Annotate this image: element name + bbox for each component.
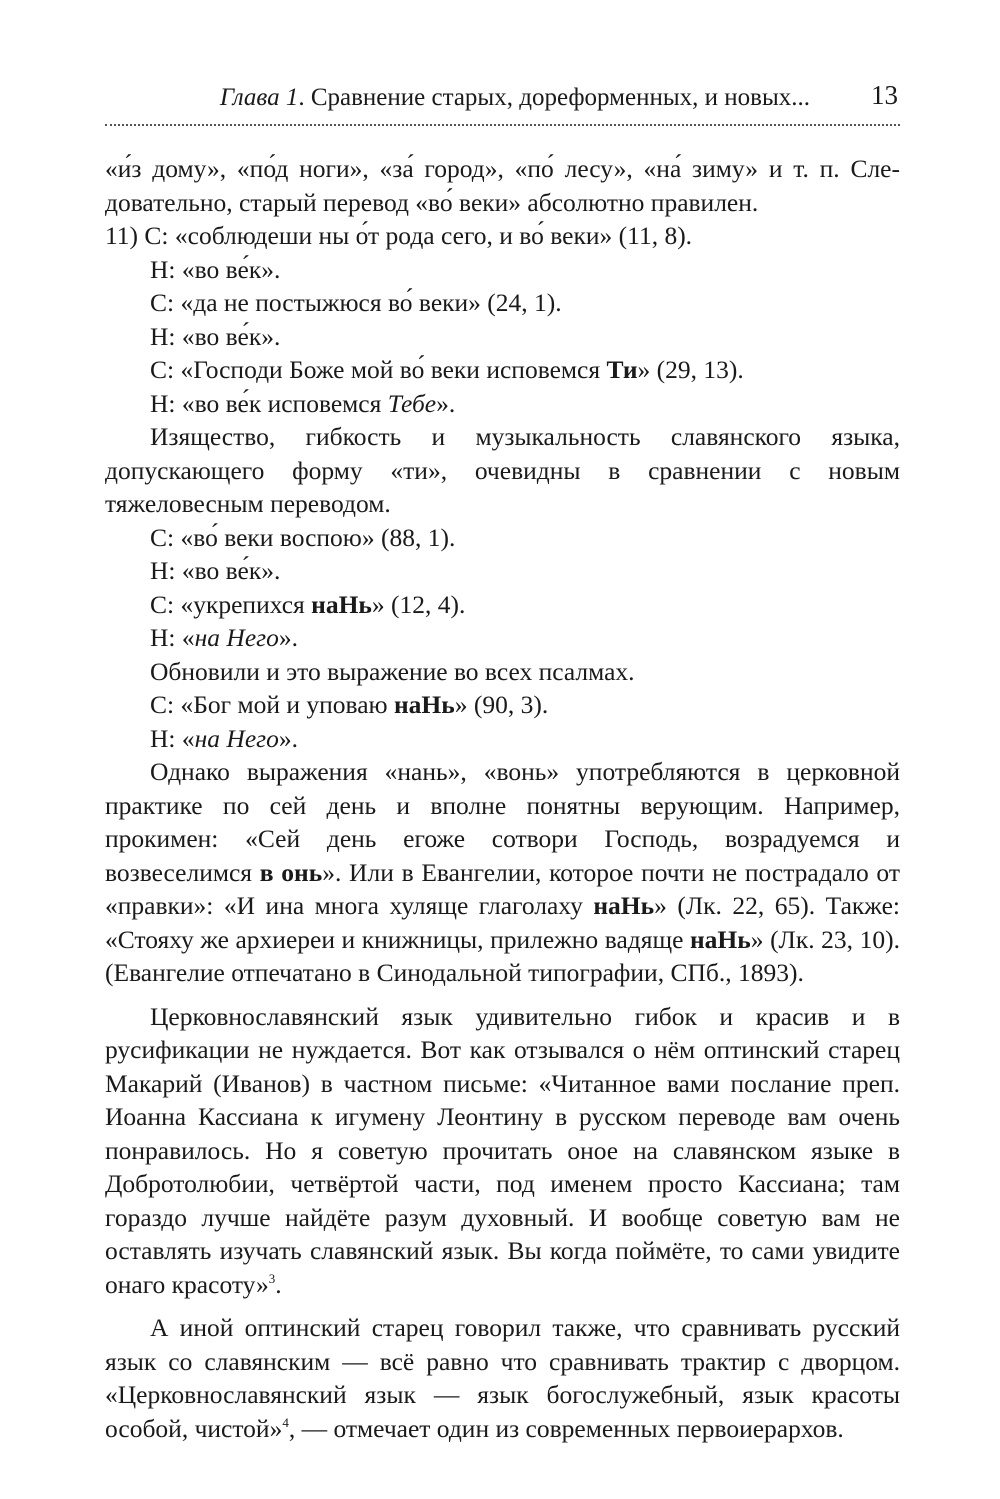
bold-word: наНь xyxy=(689,924,751,954)
bold-word: в онь xyxy=(259,857,323,887)
text-run: » (29, 13). xyxy=(637,355,744,384)
bold-word: наНь xyxy=(593,891,655,920)
example-11: 11) С: «соблюдеши ны о́т рода сего, и во́ веки» (11, 8). xyxy=(105,221,693,250)
text-run: Н: « xyxy=(150,723,195,753)
text-run: . xyxy=(275,1269,282,1299)
text-run: ». xyxy=(436,388,456,418)
body-text xyxy=(105,152,900,1445)
header-title xyxy=(220,84,810,112)
text-run: С: «укрепихся xyxy=(150,589,312,619)
text-run: Н: «во ве́к исповемся xyxy=(150,388,388,418)
example-line: Н: «во ве́к». xyxy=(150,556,281,585)
example-line: С: «во́ веки воспою» (88, 1). xyxy=(150,522,456,552)
text-run: , — отмечает один из современных первоиерархов. xyxy=(288,1413,844,1443)
bold-word: наНь xyxy=(311,589,372,619)
paragraph-elder xyxy=(105,1311,900,1445)
example-line xyxy=(105,621,900,655)
bold-word: наНь xyxy=(393,690,455,719)
paragraph-usage xyxy=(105,755,900,990)
text-run: Н: « xyxy=(150,623,195,652)
text-run: С: «Бог мой и уповаю xyxy=(150,690,394,719)
text-run: » (Лк. 22, 65). Также: «Стояху же архиереи и книжницы, прилежно вадяще xyxy=(105,891,900,954)
line-continuation-2: довательно, старый перевод «во́ веки» абсолютно правилен. xyxy=(105,187,759,217)
text-run: Церковнославянский язык удивительно гибок и красив и в русификации не нуждается. Вот как отзывался о нём оптинский старец Макарий (Иванов) в частном письме: «Читанное вами послание преп. Иоанна Кассиана к игумену Леонтину в русском переводе вам очень понравилось. Но я советую прочитать оное на славянском языке в Добротолюбии, четвёртой части, под именем просто Кассиана; там гораздо лучше найдёте разум духовный. И вообще советую вам не оставлять изучать славянский язык. Вы когда поймёте, то сами увидите онаго красоту» xyxy=(105,1001,900,1299)
example-line xyxy=(105,353,900,387)
italic-word: на Него xyxy=(194,623,279,652)
italic-word: Тебе xyxy=(387,388,437,418)
text-run: ». xyxy=(278,723,298,753)
italic-word: на Него xyxy=(194,723,279,753)
text-run: ». Или в Евангелии, которое почти не пострадало от «правки»: «И ина многа хуляще глаголаху xyxy=(105,857,900,920)
page-number: 13 xyxy=(871,80,898,110)
text-run: » (Лк. 23, 10). (Евангелие отпечатано в Синодальной типографии, СПб., 1893). xyxy=(105,924,900,987)
text-run: Однако выражения «нань», «вонь» употребляются в церковной практике по сей день и вполне понятны верующим. Например, прокимен: «Сей день егоже сотвори Господь, возрадуемся и возвеселимся xyxy=(105,757,900,887)
text-run: » (12, 4). xyxy=(371,589,466,619)
example-line xyxy=(105,688,900,722)
bold-word: Ти xyxy=(606,355,638,384)
text-run: А иной оптинский старец говорил также, что сравнивать русский язык со славянским — всё равно что сравнивать трактир с дворцом. «Церковнославянский язык — язык богослужебный, язык красоты особой, чистой» xyxy=(105,1313,900,1443)
text-run: С: «Господи Боже мой во́ веки исповемся xyxy=(150,355,607,384)
line-continuation-1: «и́з дому», «по́д ноги», «за́ город», «по́ лесу», «на́ зиму» и т. п. Сле- xyxy=(105,154,900,183)
chapter-label: Глава 1 xyxy=(219,84,299,111)
example-line xyxy=(105,722,900,756)
example-line: Н: «во ве́к». xyxy=(150,321,281,351)
chapter-title: . Сравнение старых, дореформенных, и новых... xyxy=(298,84,810,111)
text-run: » (90, 3). xyxy=(454,690,549,719)
paragraph-elegance: Изящество, гибкость и музыкальность славянского языка, допускающего форму «ти», очевидны в сравнении с новым тяжеловесным переводом. xyxy=(105,422,900,518)
example-line xyxy=(105,588,900,622)
running-header xyxy=(105,80,900,126)
text-run: ». xyxy=(278,623,298,652)
footnote-ref: 4 xyxy=(282,1414,289,1430)
example-line: Н: «во ве́к». xyxy=(150,254,281,284)
paragraph-makariy xyxy=(105,1000,900,1302)
example-line: С: «да не постыжюся во́ веки» (24, 1). xyxy=(150,288,562,317)
footnote-ref: 3 xyxy=(268,1270,276,1286)
example-line xyxy=(105,387,900,421)
example-line: Обновили и это выражение во всех псалмах. xyxy=(150,656,635,686)
